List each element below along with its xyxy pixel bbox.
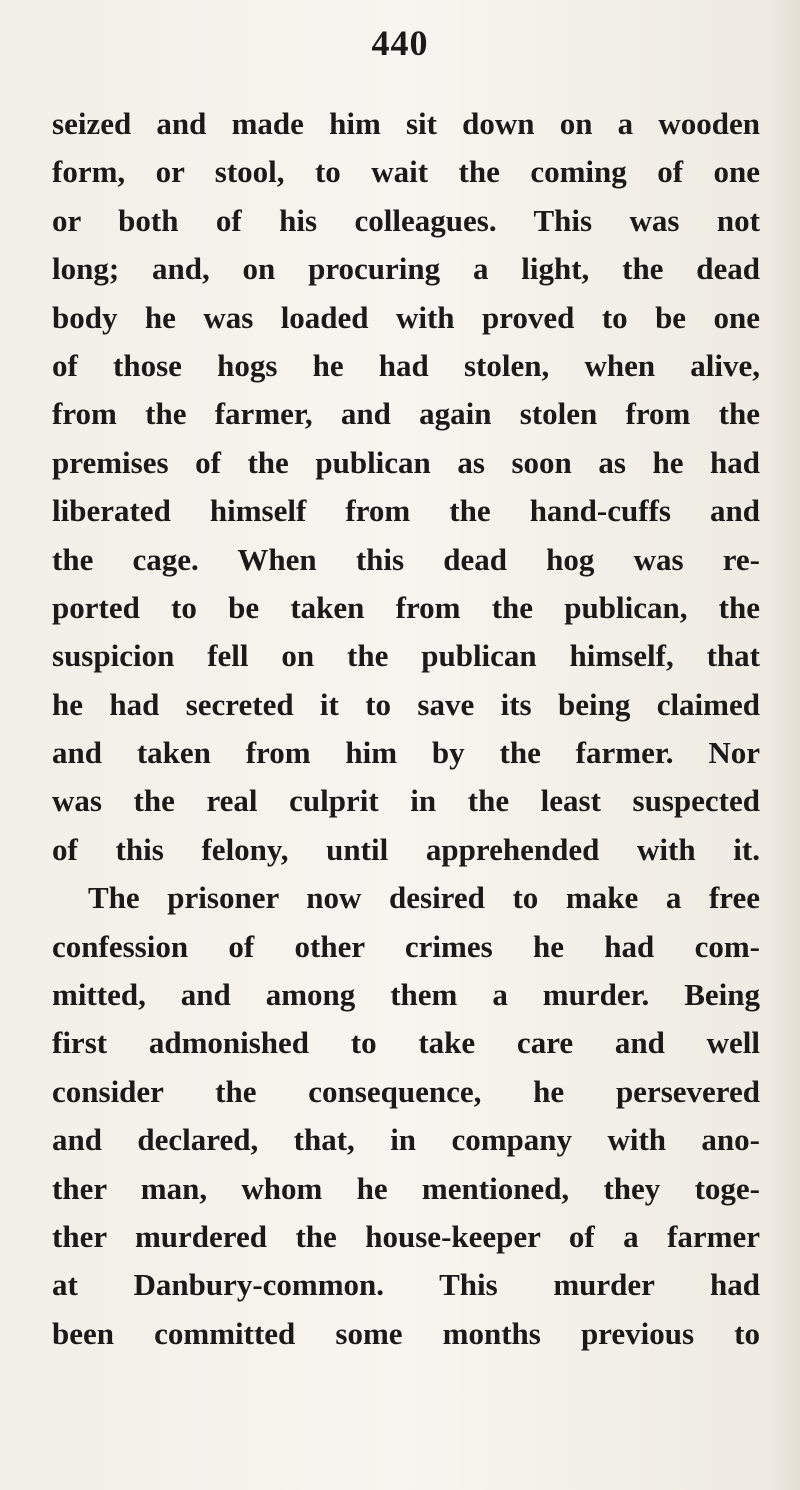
text-line: mitted, and among them a murder. Being — [52, 977, 760, 1013]
text-line: at Danbury-common. This murder had — [52, 1267, 760, 1303]
text-line: form, or stool, to wait the coming of one — [52, 154, 760, 190]
text-line: the cage. When this dead hog was re- — [52, 541, 760, 577]
text-line: ther murdered the house-keeper of a farmer — [52, 1218, 760, 1254]
text-line: been committed some months previous to — [52, 1315, 760, 1351]
body-text — [52, 100, 760, 1358]
text-line: or both of his colleagues. This was not — [52, 202, 760, 238]
text-line: liberated himself from the hand-cuffs and — [52, 493, 760, 529]
page-number: 440 — [371, 23, 429, 63]
text-line: he had secreted it to save its being claimed — [52, 686, 760, 722]
text-line: ther man, whom he mentioned, they toge- — [52, 1170, 760, 1206]
text-line: first admonished to take care and well — [52, 1025, 760, 1061]
text-line: from the farmer, and again stolen from the — [52, 396, 760, 432]
text-line: and declared, that, in company with ano- — [52, 1122, 760, 1158]
text-line: of this felony, until apprehended with it. — [52, 831, 760, 867]
text-line: long; and, on procuring a light, the dead — [52, 251, 760, 287]
text-line: suspicion fell on the publican himself, that — [52, 638, 760, 674]
text-line: and taken from him by the farmer. Nor — [52, 735, 760, 771]
text-line: was the real culprit in the least suspected — [52, 783, 760, 819]
text-line: consider the consequence, he persevered — [52, 1073, 760, 1109]
text-line: of those hogs he had stolen, when alive, — [52, 347, 760, 383]
text-line: confession of other crimes he had com- — [52, 928, 760, 964]
text-line: premises of the publican as soon as he had — [52, 444, 760, 480]
text-line: seized and made him sit down on a wooden — [52, 106, 760, 141]
text-line: ported to be taken from the publican, the — [52, 589, 760, 625]
text-line-paragraph-start: The prisoner now desired to make a free — [88, 880, 760, 916]
text-line: body he was loaded with proved to be one — [52, 299, 760, 335]
